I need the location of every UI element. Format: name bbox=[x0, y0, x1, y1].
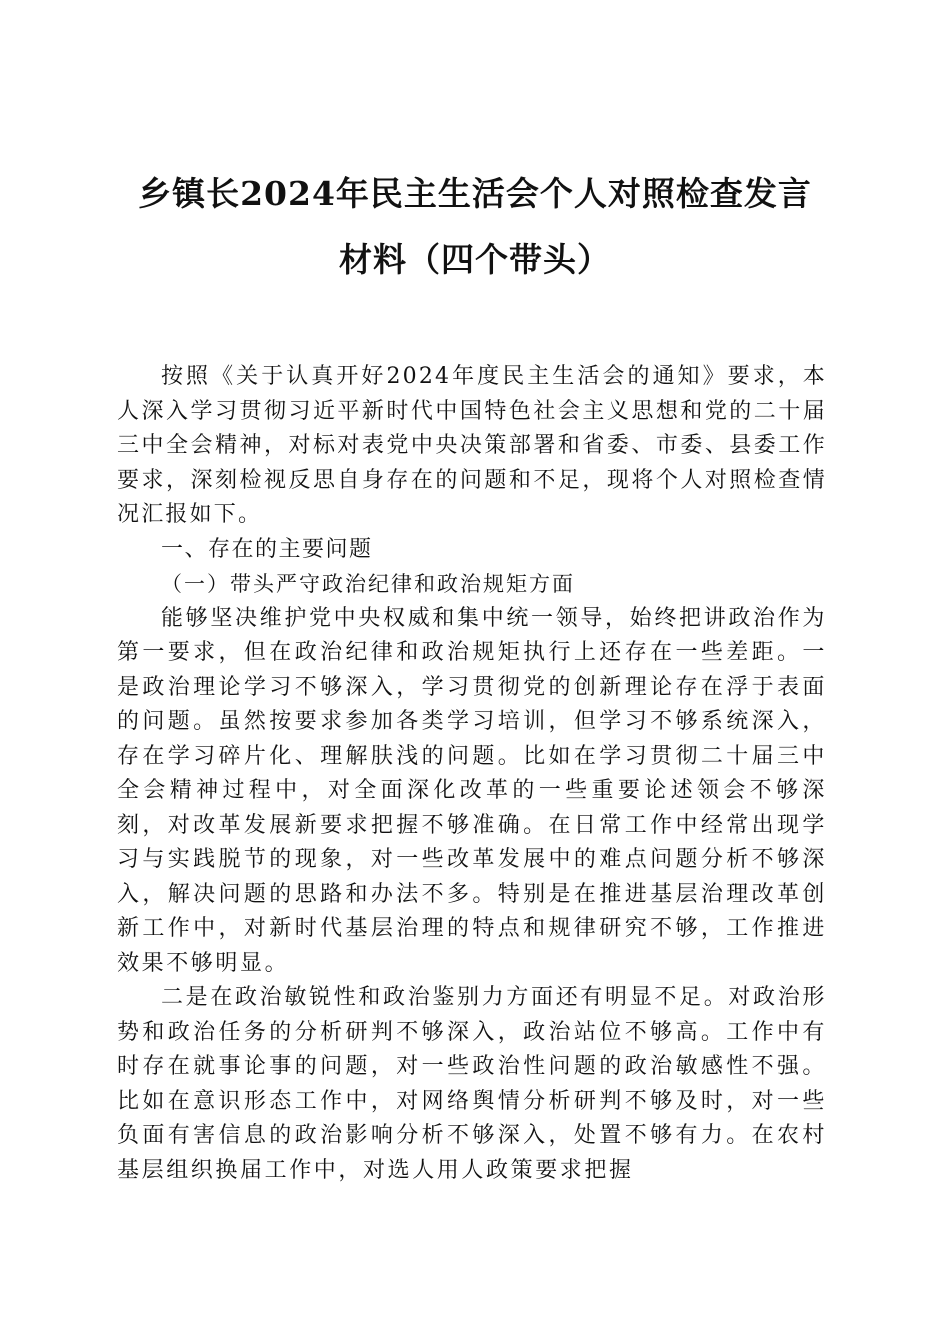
body-paragraph-1: 能够坚决维护党中央权威和集中统一领导，始终把讲政治作为第一要求，但在政治纪律和政治规矩执行上还存在一些差距。一是政治理论学习不够深入，学习贯彻党的创新理论存在浮于表面的问题。虽然按要求参加各类学习培训，但学习不够系统深入，存在学习碎片化、理解肤浅的问题。比如在学习贯彻二十届三中全会精神过程中，对全面深化改革的一些重要论述领会不够深刻，对改革发展新要求把握不够准确。在日常工作中经常出现学习与实践脱节的现象，对一些改革发展中的难点问题分析不够深入，解决问题的思路和办法不多。特别是在推进基层治理改革创新工作中，对新时代基层治理的特点和规律研究不够，工作推进效果不够明显。 bbox=[117, 605, 827, 976]
section-heading-problems: 一、存在的主要问题 bbox=[161, 536, 373, 562]
document-title-line-2: 材料（四个带头） bbox=[339, 240, 611, 279]
body-paragraph-2: 二是在政治敏锐性和政治鉴别力方面还有明显不足。对政治形势和政治任务的分析研判不够深入，政治站位不够高。工作中有时存在就事论事的问题，对一些政治性问题的政治敏感性不强。比如在意识形态工作中，对网络舆情分析研判不够及时，对一些负面有害信息的政治影响分析不够深入，处置不够有力。在农村基层组织换届工作中，对选人用人政策要求把握 bbox=[117, 985, 827, 1183]
intro-paragraph: 按照《关于认真开好2024年度民主生活会的通知》要求，本人深入学习贯彻习近平新时代中国特色社会主义思想和党的二十届三中全会精神，对标对表党中央决策部署和省委、市委、县委工作要求，深刻检视反思自身存在的问题和不足，现将个人对照检查情况汇报如下。 bbox=[117, 364, 827, 527]
subsection-heading-political-discipline: （一）带头严守政治纪律和政治规矩方面 bbox=[161, 572, 575, 596]
document-body bbox=[117, 360, 827, 1188]
document-title-line-1: 乡镇长2024年民主生活会个人对照检查发言 bbox=[138, 174, 812, 213]
